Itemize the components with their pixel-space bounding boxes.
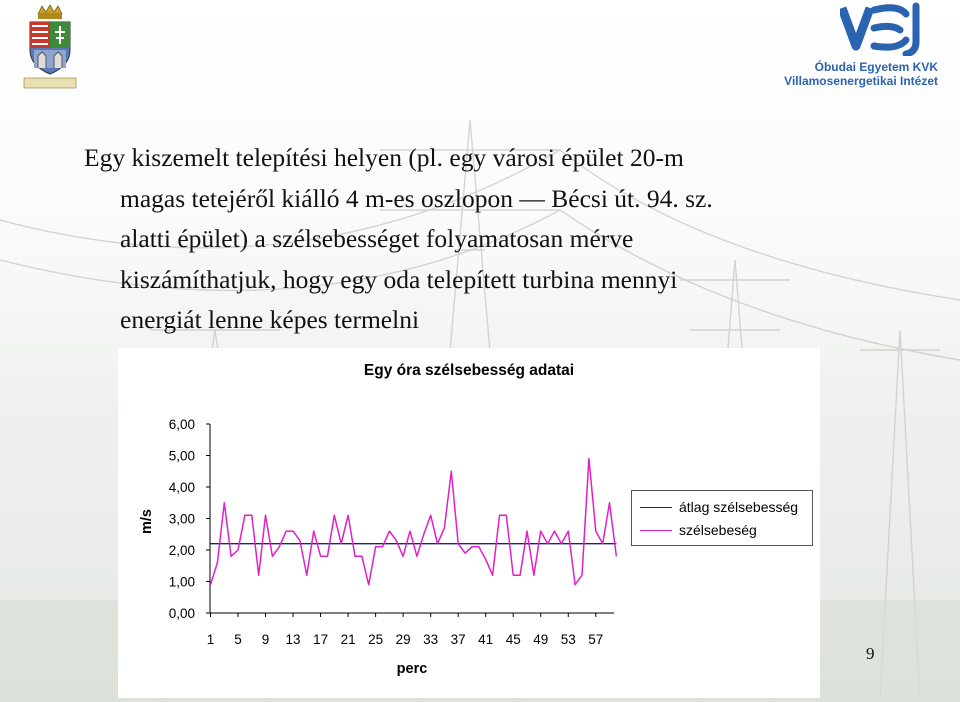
- y-tick-label: 0,00: [168, 606, 195, 621]
- wind-speed-chart: [118, 348, 820, 698]
- x-tick-label: 45: [505, 632, 521, 647]
- y-tick-label: 3,00: [168, 511, 195, 527]
- institute-logo: [758, 2, 938, 102]
- y-axis-label: m/s: [139, 509, 155, 534]
- x-tick-label: 29: [395, 632, 411, 647]
- legend-swatch-average: [640, 507, 672, 508]
- legend-item-average: [640, 497, 798, 517]
- y-tick-label: 6,00: [168, 417, 195, 432]
- legend-label-windspeed: szélsebeség: [679, 522, 757, 538]
- body-line-5: energiát lenne képes termelni: [120, 305, 420, 334]
- x-tick-label: 53: [560, 632, 576, 647]
- x-tick-label: 37: [450, 632, 466, 647]
- y-tick-label: 2,00: [168, 543, 195, 558]
- body-line-2: magas tetejéről kiálló 4 m-es oszlopon — Bécsi út. 94. sz.: [120, 183, 713, 213]
- logo-university-name: Óbudai Egyetem KVK: [814, 60, 938, 74]
- x-tick-label: 21: [340, 632, 356, 647]
- body-line-3: alatti épület) a szélsebességet folyamatosan mérve: [120, 224, 634, 253]
- body-line-1: Egy kiszemelt telepítési helyen (pl. egy városi épület 20-m: [84, 143, 684, 172]
- x-tick-label: 49: [533, 632, 549, 647]
- slide-body-text: [84, 138, 884, 341]
- series-line-windspeed: [211, 459, 617, 585]
- y-tick-label: 4,00: [168, 480, 195, 495]
- y-tick-label: 5,00: [168, 448, 195, 464]
- university-crest-logo: [22, 4, 78, 90]
- y-tick-label: 1,00: [168, 574, 195, 590]
- x-tick-label: 5: [234, 632, 242, 647]
- x-tick-label: 41: [478, 632, 494, 647]
- legend-swatch-windspeed: [640, 530, 672, 531]
- legend-label-average: átlag szélsebesség: [679, 499, 799, 515]
- x-tick-label: 33: [423, 632, 439, 647]
- page-number: 9: [866, 644, 875, 663]
- body-line-4: kiszámíthatjuk, hogy egy oda telepített turbina mennyi: [120, 264, 678, 294]
- x-tick-label: 1: [206, 632, 215, 647]
- chart-title: Egy óra szélsebesség adatai: [363, 362, 575, 379]
- x-tick-label: 9: [261, 632, 270, 647]
- x-axis-label: perc: [396, 661, 428, 677]
- chart-legend: [631, 490, 813, 546]
- legend-item-windspeed: [640, 520, 757, 540]
- logo-institute-name: Villamosenergetikai Intézet: [784, 74, 938, 88]
- x-tick-label: 17: [313, 632, 329, 647]
- x-tick-label: 57: [588, 632, 604, 647]
- x-tick-label: 13: [285, 632, 301, 647]
- vei-logo-mark: [840, 2, 924, 56]
- x-tick-label: 25: [368, 632, 384, 647]
